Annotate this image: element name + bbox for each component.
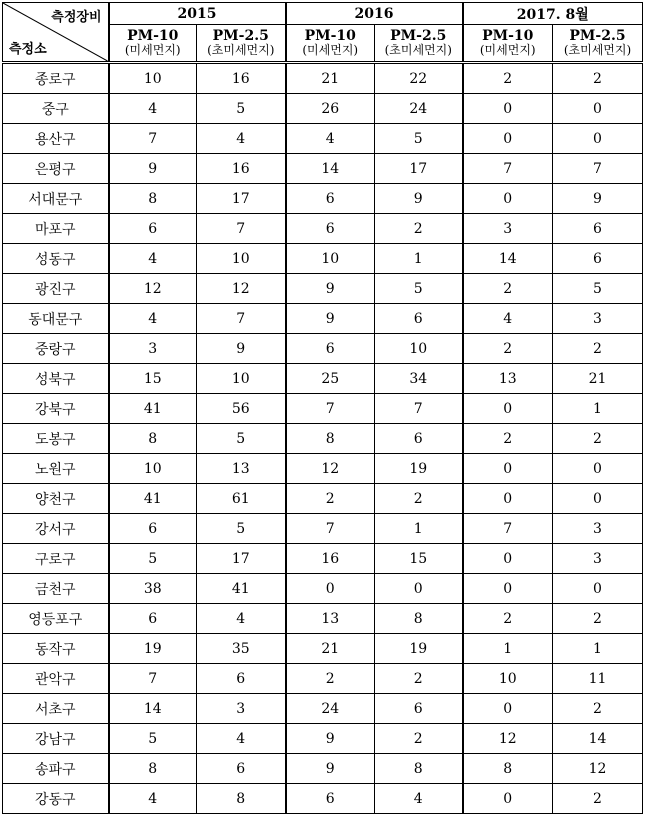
district-cell: 성북구 [3,364,109,394]
table-header [3,3,643,63]
value-cell: 17 [197,184,286,214]
district-cell: 금천구 [3,574,109,604]
value-cell: 3 [109,334,197,364]
value-cell: 2 [463,63,553,94]
district-cell: 종로구 [3,63,109,94]
table-row [3,454,643,484]
table-row [3,514,643,544]
table-row [3,394,643,424]
value-cell: 8 [197,784,286,814]
value-cell: 5 [197,94,286,124]
value-cell: 1 [375,514,463,544]
value-cell: 2 [375,484,463,514]
value-cell: 1 [553,394,643,424]
value-cell: 21 [553,364,643,394]
value-cell: 4 [109,304,197,334]
table-row [3,424,643,454]
value-cell: 6 [109,604,197,634]
district-cell: 양천구 [3,484,109,514]
district-cell: 관악구 [3,664,109,694]
value-cell: 0 [286,574,375,604]
value-cell: 34 [375,364,463,394]
value-cell: 19 [109,634,197,664]
value-cell: 0 [463,694,553,724]
value-cell: 2 [463,424,553,454]
value-cell: 8 [286,424,375,454]
table-row [3,334,643,364]
district-cell: 서대문구 [3,184,109,214]
value-cell: 5 [197,424,286,454]
table-row [3,574,643,604]
value-cell: 0 [463,94,553,124]
table-row [3,124,643,154]
value-cell: 9 [553,184,643,214]
table-row [3,694,643,724]
value-cell: 10 [109,454,197,484]
value-cell: 14 [286,154,375,184]
table-row [3,604,643,634]
table-row [3,664,643,694]
value-cell: 9 [109,154,197,184]
district-cell: 광진구 [3,274,109,304]
equipment-label: 측정장비 [51,10,102,25]
value-cell: 7 [286,514,375,544]
value-cell: 0 [463,184,553,214]
value-cell: 56 [197,394,286,424]
value-cell: 9 [286,274,375,304]
district-cell: 노원구 [3,454,109,484]
value-cell: 3 [553,514,643,544]
value-cell: 0 [375,574,463,604]
value-cell: 8 [463,754,553,784]
district-cell: 동대문구 [3,304,109,334]
value-cell: 14 [553,724,643,754]
value-cell: 2 [553,694,643,724]
value-cell: 9 [286,304,375,334]
value-cell: 6 [375,424,463,454]
pm10-header: PM-10 (미세먼지) [463,25,553,63]
district-cell: 은평구 [3,154,109,184]
value-cell: 8 [109,184,197,214]
value-cell: 4 [109,244,197,274]
value-cell: 0 [553,94,643,124]
value-cell: 15 [109,364,197,394]
value-cell: 2 [375,664,463,694]
value-cell: 1 [553,634,643,664]
value-cell: 16 [197,154,286,184]
year-header-row [3,3,643,25]
district-cell: 영등포구 [3,604,109,634]
value-cell: 7 [286,394,375,424]
value-cell: 0 [553,574,643,604]
value-cell: 9 [286,724,375,754]
table-row [3,94,643,124]
value-cell: 26 [286,94,375,124]
value-cell: 11 [553,664,643,694]
value-cell: 6 [197,754,286,784]
value-cell: 2 [286,664,375,694]
value-cell: 0 [553,454,643,484]
district-cell: 중구 [3,94,109,124]
value-cell: 4 [197,604,286,634]
value-cell: 2 [463,334,553,364]
value-cell: 41 [109,394,197,424]
value-cell: 4 [286,124,375,154]
value-cell: 4 [197,724,286,754]
value-cell: 38 [109,574,197,604]
value-cell: 13 [197,454,286,484]
value-cell: 2 [553,334,643,364]
value-cell: 8 [375,754,463,784]
value-cell: 0 [463,574,553,604]
value-cell: 19 [375,454,463,484]
value-cell: 12 [463,724,553,754]
pm-table [2,2,643,814]
district-cell: 강북구 [3,394,109,424]
pm10-header: PM-10 (미세먼지) [286,25,375,63]
value-cell: 9 [375,184,463,214]
value-cell: 7 [197,304,286,334]
value-cell: 0 [463,124,553,154]
value-cell: 12 [553,754,643,784]
value-cell: 24 [375,94,463,124]
district-cell: 강서구 [3,514,109,544]
value-cell: 2 [553,604,643,634]
value-cell: 7 [109,664,197,694]
value-cell: 6 [197,664,286,694]
pm10-header: PM-10 (미세먼지) [109,25,197,63]
value-cell: 6 [286,334,375,364]
value-cell: 3 [553,304,643,334]
value-cell: 21 [286,63,375,94]
table-body [3,63,643,814]
value-cell: 7 [197,214,286,244]
value-cell: 10 [197,244,286,274]
value-cell: 4 [109,94,197,124]
district-cell: 강동구 [3,784,109,814]
value-cell: 5 [375,274,463,304]
pm25-header: PM-2.5 (초미세먼지) [197,25,286,63]
value-cell: 2 [553,63,643,94]
value-cell: 10 [375,334,463,364]
value-cell: 5 [375,124,463,154]
value-cell: 5 [109,544,197,574]
value-cell: 6 [375,304,463,334]
value-cell: 6 [553,214,643,244]
value-cell: 12 [286,454,375,484]
corner-cell [3,3,109,63]
value-cell: 8 [109,754,197,784]
district-cell: 용산구 [3,124,109,154]
value-cell: 0 [553,124,643,154]
table-row [3,544,643,574]
value-cell: 16 [197,63,286,94]
value-cell: 17 [197,544,286,574]
value-cell: 8 [375,604,463,634]
value-cell: 2 [553,424,643,454]
value-cell: 2 [286,484,375,514]
year-2017-aug: 2017. 8월 [463,3,643,25]
value-cell: 0 [463,484,553,514]
value-cell: 21 [286,634,375,664]
district-cell: 송파구 [3,754,109,784]
table-row [3,214,643,244]
value-cell: 16 [286,544,375,574]
value-cell: 0 [463,544,553,574]
value-cell: 7 [375,394,463,424]
value-cell: 0 [463,394,553,424]
value-cell: 5 [553,274,643,304]
value-cell: 6 [286,214,375,244]
value-cell: 25 [286,364,375,394]
table-row [3,184,643,214]
district-cell: 강남구 [3,724,109,754]
value-cell: 6 [375,694,463,724]
value-cell: 2 [463,604,553,634]
value-cell: 1 [375,244,463,274]
value-cell: 8 [109,424,197,454]
pm25-header: PM-2.5 (초미세먼지) [375,25,463,63]
value-cell: 15 [375,544,463,574]
value-cell: 12 [109,274,197,304]
table-row [3,754,643,784]
value-cell: 24 [286,694,375,724]
value-cell: 14 [109,694,197,724]
value-cell: 7 [553,154,643,184]
table-row [3,484,643,514]
value-cell: 6 [286,184,375,214]
value-cell: 14 [463,244,553,274]
table-row [3,244,643,274]
table-row [3,274,643,304]
value-cell: 13 [463,364,553,394]
table-row [3,154,643,184]
value-cell: 2 [553,784,643,814]
district-cell: 중랑구 [3,334,109,364]
value-cell: 12 [197,274,286,304]
value-cell: 6 [109,514,197,544]
value-cell: 7 [463,514,553,544]
value-cell: 0 [553,484,643,514]
year-2015: 2015 [109,3,286,25]
value-cell: 10 [197,364,286,394]
value-cell: 3 [553,544,643,574]
table-row [3,634,643,664]
value-cell: 7 [109,124,197,154]
value-cell: 7 [463,154,553,184]
value-cell: 4 [109,784,197,814]
value-cell: 10 [109,63,197,94]
table-row [3,364,643,394]
value-cell: 4 [197,124,286,154]
value-cell: 19 [375,634,463,664]
station-label: 측정소 [9,42,47,57]
value-cell: 5 [109,724,197,754]
value-cell: 1 [463,634,553,664]
value-cell: 41 [197,574,286,604]
value-cell: 6 [553,244,643,274]
pm25-header: PM-2.5 (초미세먼지) [553,25,643,63]
district-cell: 동작구 [3,634,109,664]
value-cell: 6 [109,214,197,244]
value-cell: 9 [197,334,286,364]
value-cell: 13 [286,604,375,634]
value-cell: 9 [286,754,375,784]
value-cell: 35 [197,634,286,664]
district-cell: 구로구 [3,544,109,574]
value-cell: 61 [197,484,286,514]
value-cell: 2 [375,214,463,244]
value-cell: 10 [286,244,375,274]
value-cell: 0 [463,454,553,484]
table-row [3,63,643,94]
value-cell: 3 [197,694,286,724]
value-cell: 0 [463,784,553,814]
year-2016: 2016 [286,3,463,25]
district-cell: 도봉구 [3,424,109,454]
district-cell: 성동구 [3,244,109,274]
value-cell: 22 [375,63,463,94]
district-cell: 마포구 [3,214,109,244]
value-cell: 5 [197,514,286,544]
value-cell: 2 [463,274,553,304]
table-row [3,784,643,814]
value-cell: 4 [375,784,463,814]
value-cell: 3 [463,214,553,244]
value-cell: 10 [463,664,553,694]
table-row [3,724,643,754]
value-cell: 2 [375,724,463,754]
value-cell: 4 [463,304,553,334]
value-cell: 17 [375,154,463,184]
district-cell: 서초구 [3,694,109,724]
value-cell: 41 [109,484,197,514]
table-row [3,304,643,334]
value-cell: 6 [286,784,375,814]
